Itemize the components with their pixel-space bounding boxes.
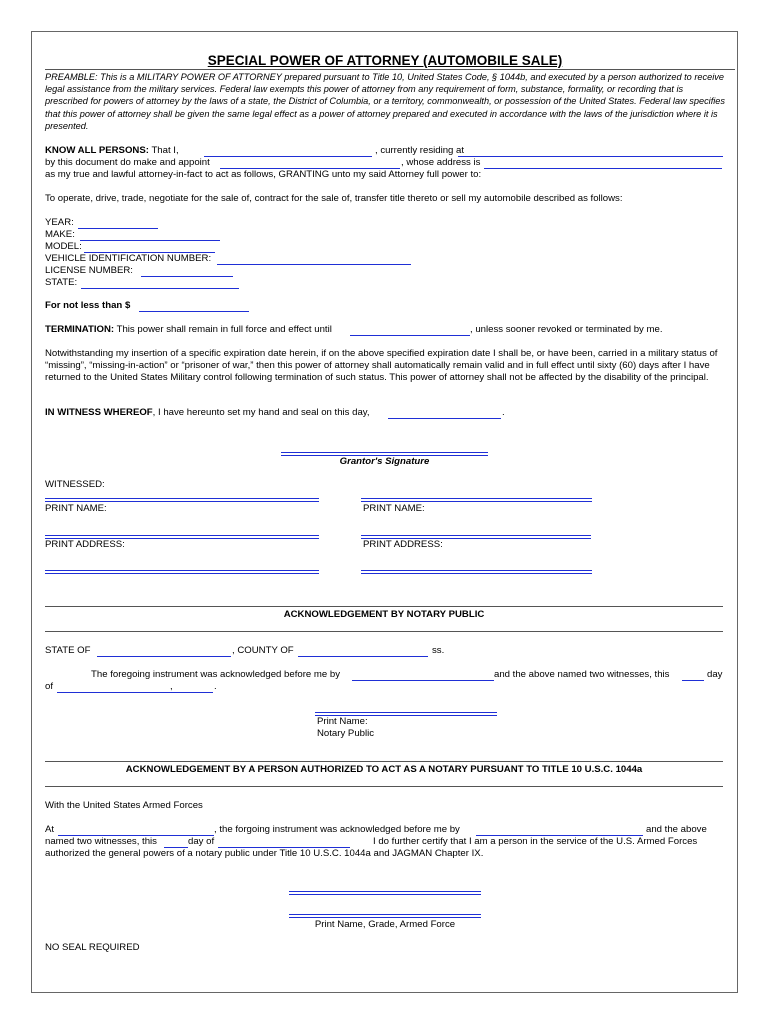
armed-forces-label: With the United States Armed Forces [45,800,203,811]
notary-comma: , [170,681,173,692]
state-of-label: STATE OF [45,645,91,656]
notary-dot: . [214,681,217,692]
whose-address-label: , whose address is [401,157,481,168]
make-field[interactable] [80,240,220,241]
witness1-signature-field[interactable] [45,498,319,502]
ss-label: ss. [432,645,445,656]
print-grade-label: Print Name, Grade, Armed Force [314,919,456,930]
license-field[interactable] [141,276,233,277]
two-witnesses-label: and the above named two witnesses, this [494,669,670,680]
military-heading: ACKNOWLEDGEMENT BY A PERSON AUTHORIZED TO ACT AS A NOTARY PURSUANT TO TITLE 10 U.S.C. 1044a [125,764,643,775]
authorized-text: authorized the general powers of a notary public under Title 10 U.S.C. 1044a and JAGMAN Chapter IX. [45,848,484,859]
notary-month-year-field[interactable] [57,692,213,693]
forgoing-label: , the forgoing instrument was acknowledged before me by [214,824,460,835]
military-print-field[interactable] [289,914,481,918]
license-label: LICENSE NUMBER: [45,265,133,276]
witnessed-label: WITNESSED: [45,479,105,490]
model-label: MODEL: [45,241,82,252]
witness2-print-address-label: PRINT ADDRESS: [363,539,443,550]
acknowledged-by-field[interactable] [352,680,494,681]
notary-heading: ACKNOWLEDGEMENT BY NOTARY PUBLIC [283,609,485,620]
grantor-name-field[interactable] [204,156,372,157]
military-signature-field[interactable] [289,891,481,895]
know-line-1: KNOW ALL PERSONS: That I, [45,145,179,156]
of-label: of [45,681,54,692]
state-field[interactable] [81,288,239,289]
witness-whereof-text: IN WITNESS WHEREOF, I have hereunto set my hand and seal on this day, [45,407,370,418]
termination-date-field[interactable] [350,335,470,336]
certify-text: I do further certify that I am a person in the service of the U.S. Armed Forces [373,836,698,847]
residing-label: , currently residing at [375,145,465,156]
notwithstanding-paragraph: Notwithstanding my insertion of a specific expiration date herein, if on the above specified expiration date I shall be, or have been, carried in a military status of “missing”, “missing-in-action” or “prisoner of war,” then this power of attorney shall automatically remain valid and in full effect until sixty (60) days after I have returned to the United States Military control following termination of such status. This power of attorney shall not be affected by the disability of the principal. [45,348,718,384]
vin-label: VEHICLE IDENTIFICATION NUMBER: [45,253,212,264]
witness2-signature-field[interactable] [361,498,592,502]
year-field[interactable] [78,228,158,229]
named-witnesses-label: named two witnesses, this [45,836,157,847]
operate-text: To operate, drive, trade, negotiate for the sale of, contract for the sale of, transfer title thereto or sell my automobile described as follows: [45,193,623,204]
military-rule-top [45,761,723,762]
termination-tail: , unless sooner revoked or terminated by me. [470,324,663,335]
foregoing-label: The foregoing instrument was acknowledged before me by [91,669,341,680]
appoint-label: by this document do make and appoint [45,157,210,168]
price-field[interactable] [139,311,249,312]
county-of-label: , COUNTY OF [232,645,294,656]
granting-text: as my true and lawful attorney-in-fact to act as follows, GRANTING unto my said Attorney full power to: [45,169,482,180]
preamble: PREAMBLE: This is a MILITARY POWER OF ATTORNEY prepared pursuant to Title 10, United States Code, § 1044b, and executed by a person authorized to receive legal assistance from the military services. Federal law exempts this power of attorney from any requirement of form, substance, formality, or recording that is prescribed for powers of attorney by the laws of a state, the District of Columbia, or a territory, commonwealth, or possession of the United States. Federal law specifies that this power of attorney shall be given the same legal effect as a power of attorney prepared and executed in accordance with the laws of the jurisdiction where it is presented. [45,72,726,131]
state-label: STATE: [45,277,78,288]
document-title: SPECIAL POWER OF ATTORNEY (AUTOMOBILE SALE) [207,53,563,68]
at-label: At [45,824,55,835]
witness1-print-name-label: PRINT NAME: [45,503,107,514]
witness2-address-field[interactable] [361,570,592,574]
notary-public-label: Notary Public [317,728,375,739]
day-label: day [707,669,723,680]
notary-day-field[interactable] [682,680,704,681]
grantor-address-field[interactable] [458,156,723,157]
not-less-label: For not less than $ [45,300,131,311]
notary-rule-top [45,606,723,607]
make-label: MAKE: [45,229,75,240]
and-above-label: and the above [646,824,707,835]
notary-county-field[interactable] [298,656,428,657]
signing-date-field[interactable] [388,418,501,419]
vin-field[interactable] [217,264,411,265]
notary-state-field[interactable] [97,656,231,657]
military-rule-bottom [45,786,723,787]
grantor-signature-label: Grantor's Signature [339,456,430,467]
no-seal-label: NO SEAL REQUIRED [45,942,140,953]
witness2-print-name-label: PRINT NAME: [363,503,425,514]
notary-rule-bottom [45,631,723,632]
title-rule [45,69,735,70]
day-of-label: day of [188,836,215,847]
attorney-address-field[interactable] [484,168,722,169]
witness1-address-field[interactable] [45,570,319,574]
year-label: YEAR: [45,217,74,228]
witness1-print-address-label: PRINT ADDRESS: [45,539,125,550]
termination-text: TERMINATION: This power shall remain in full force and effect until [45,324,332,335]
witness-period: . [502,407,505,418]
notary-print-name-label: Print Name: [317,716,368,727]
